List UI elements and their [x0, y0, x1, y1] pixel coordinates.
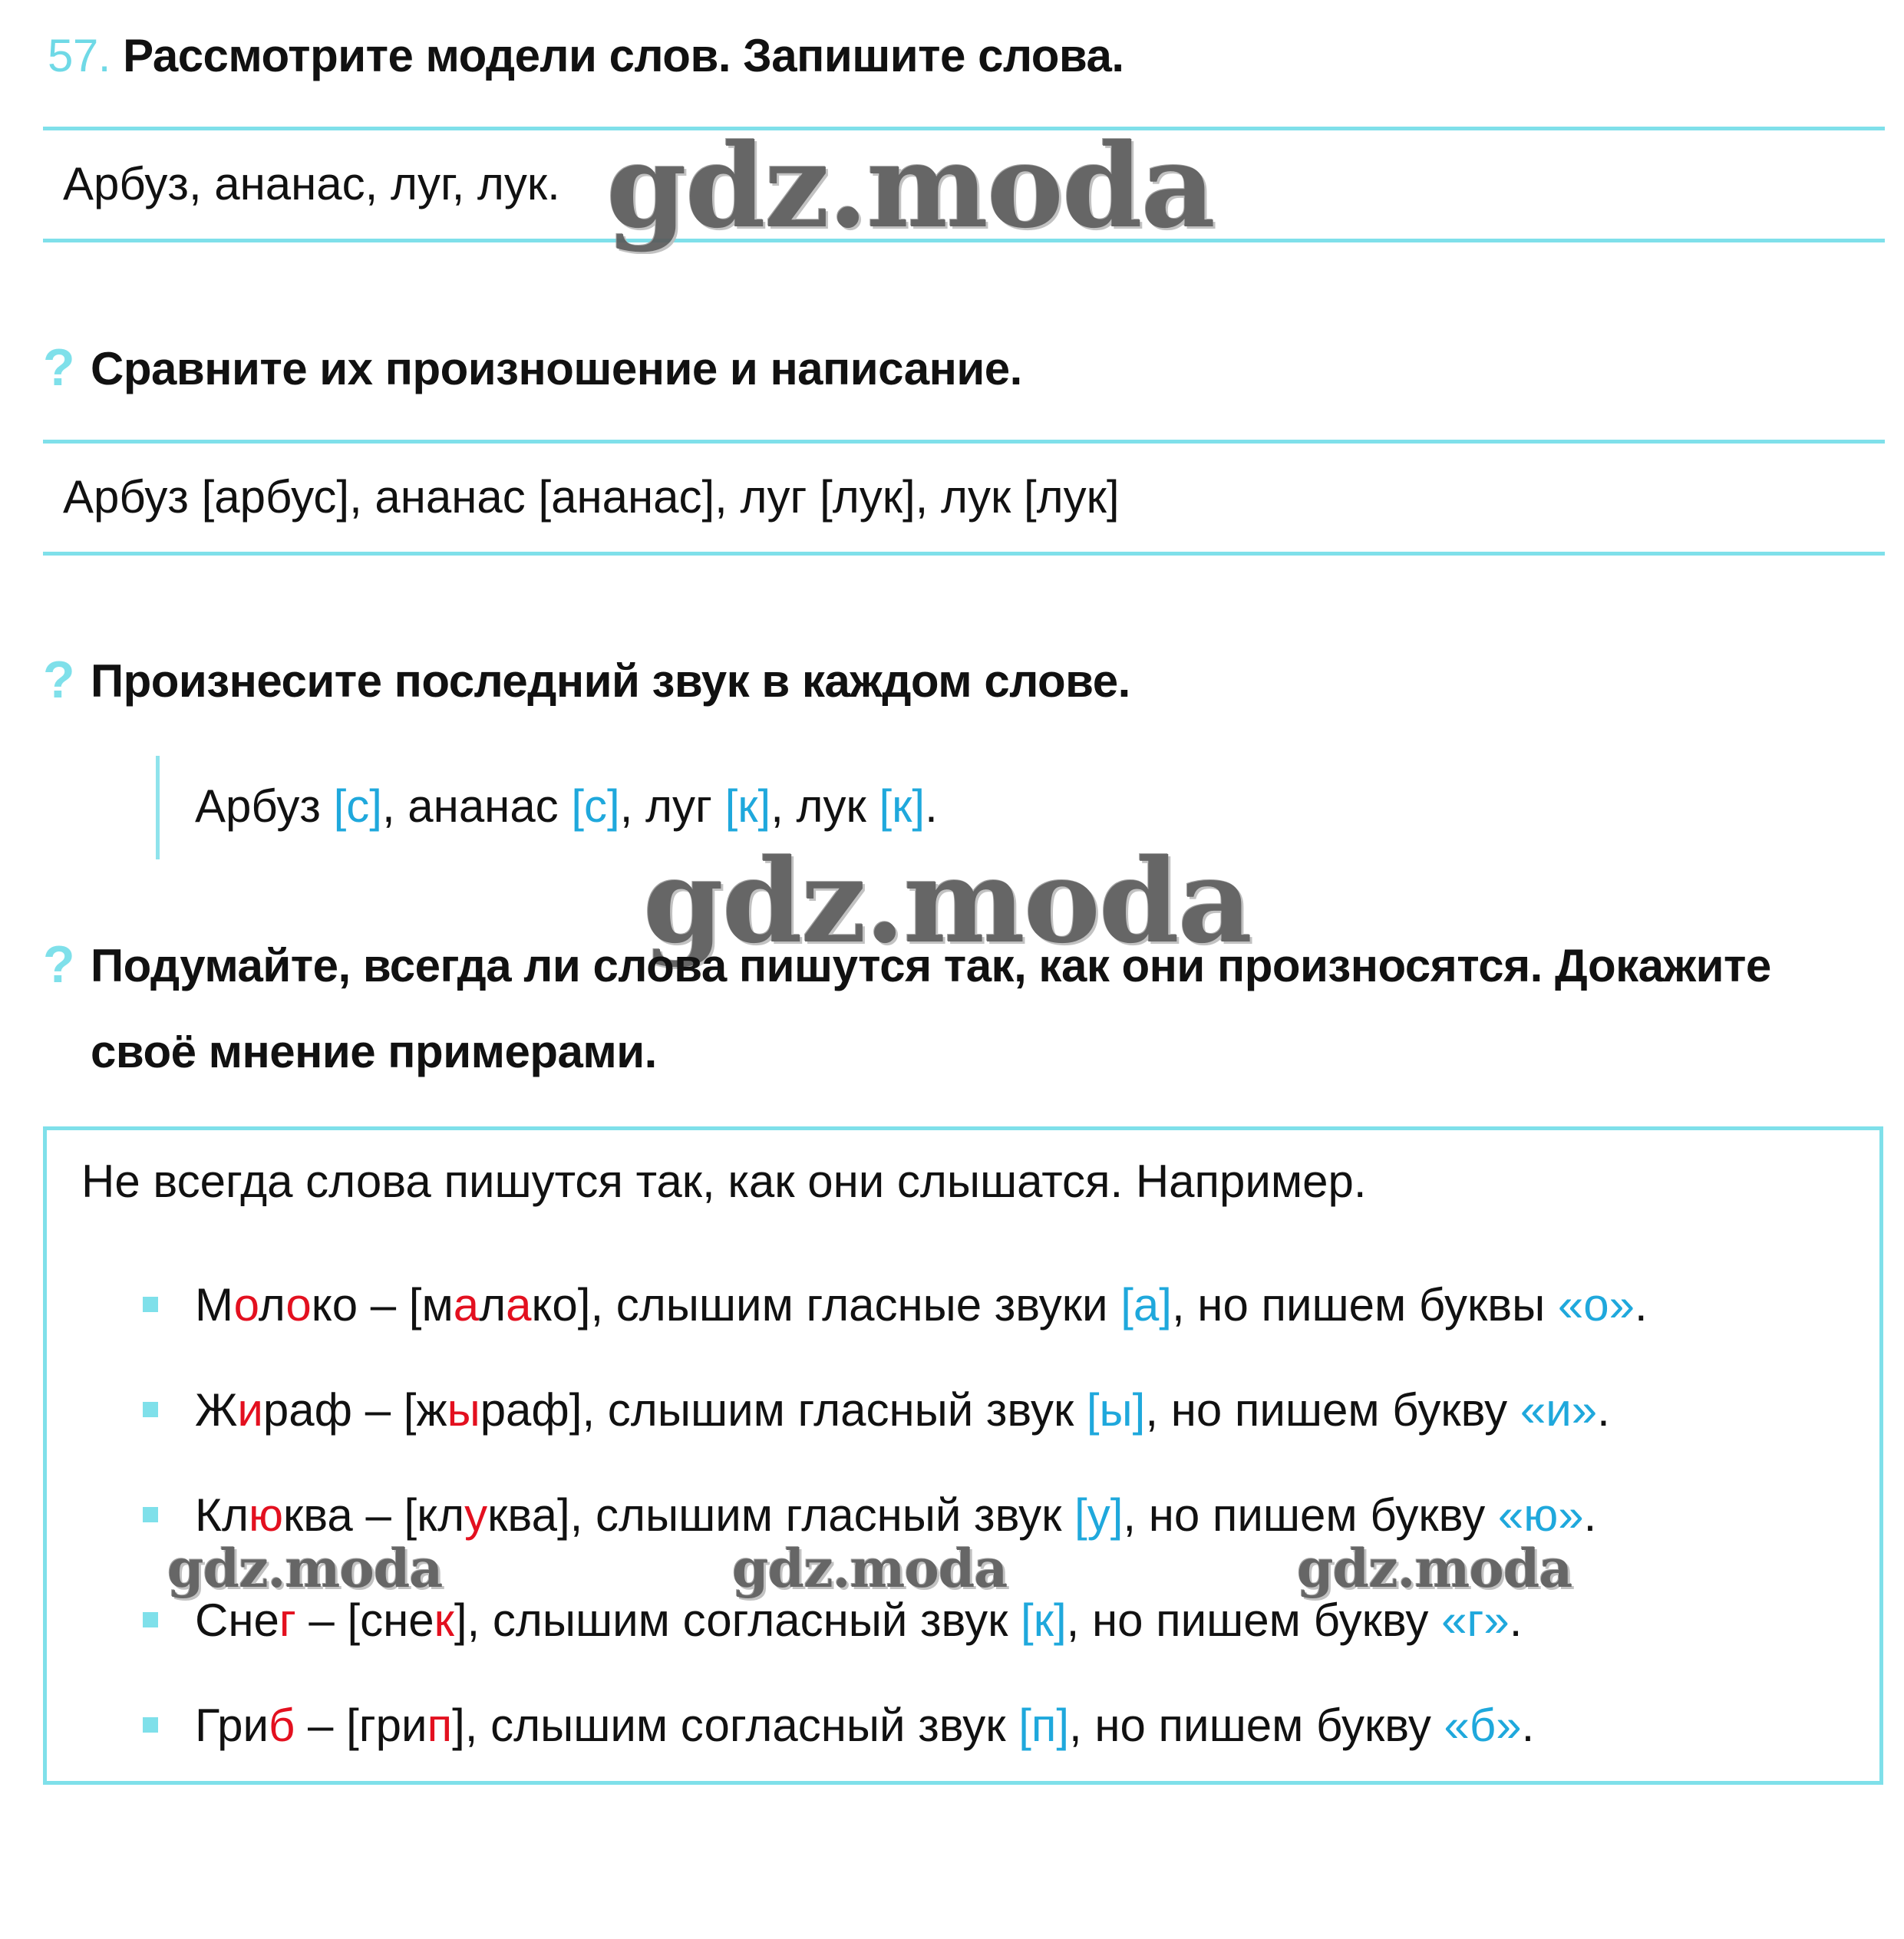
- watermark-logo: gdz.moda: [643, 834, 1252, 969]
- answer-1-text: Арбуз, ананас, луг, лук.: [63, 158, 560, 209]
- question-mark-icon: ?: [43, 935, 75, 994]
- exercise-heading: [48, 29, 1124, 83]
- answer-2-text: Арбуз [арбус], ананас [ананас], луг [лук], лук [лук]: [63, 471, 1120, 523]
- word: Арбуз: [195, 780, 334, 832]
- list-item: Жираф – [жыраф], слышим гласный звук [ы], но пишем букву «и».: [195, 1384, 1610, 1436]
- bullet-icon: [143, 1297, 158, 1312]
- bullet-icon: [143, 1402, 158, 1417]
- question-4-line-2: своё мнение примерами.: [91, 1026, 657, 1077]
- bullet-icon: [143, 1612, 158, 1627]
- answer-3-sidebar: [156, 756, 160, 859]
- list-item: Молоко – [малако], слышим гласные звуки [а], но пишем буквы «о».: [195, 1279, 1648, 1331]
- list-item: Гриб – [грип], слышим согласный звук [п], но пишем букву «б».: [195, 1700, 1535, 1751]
- sound: [к]: [724, 780, 771, 832]
- list-item: Клюква – [клуква], слышим гласный звук [у], но пишем букву «ю».: [195, 1489, 1597, 1541]
- punctuation: .: [925, 780, 938, 832]
- question-3-text: Произнесите последний звук в каждом слове.: [91, 655, 1130, 707]
- question-2-text: Сравните их произношение и написание.: [91, 343, 1022, 394]
- question-mark-icon: ?: [43, 651, 75, 709]
- sound: [с]: [333, 780, 382, 832]
- divider-top-2: [43, 440, 1885, 444]
- watermark-logo: gdz.moda: [1297, 1538, 1572, 1600]
- answer-4-box: [43, 1126, 1883, 1785]
- question-4-line-1: Подумайте, всегда ли слова пишутся так, как они произносятся. Докажите: [91, 940, 1771, 991]
- bullet-icon: [143, 1507, 158, 1522]
- answer-4-intro: Не всегда слова пишутся так, как они слышатся. Например.: [81, 1156, 1367, 1207]
- watermark-logo: gdz.moda: [606, 119, 1215, 254]
- exercise-title: Рассмотрите модели слов. Запишите слова.: [123, 30, 1124, 81]
- divider-bottom-2: [43, 552, 1885, 556]
- question-mark-icon: ?: [43, 338, 75, 397]
- answer-3-text: [195, 780, 938, 833]
- bullet-icon: [143, 1717, 158, 1733]
- word: , ананас: [381, 780, 572, 832]
- watermark-logo: gdz.moda: [167, 1538, 443, 1600]
- watermark-logo: gdz.moda: [732, 1538, 1008, 1600]
- list-item: Снег – [снек], слышим согласный звук [к], но пишем букву «г».: [195, 1594, 1523, 1646]
- sound: [с]: [571, 780, 620, 832]
- word: , лук: [771, 780, 879, 832]
- word: , луг: [619, 780, 725, 832]
- exercise-number: 57.: [48, 30, 111, 81]
- sound: [к]: [879, 780, 926, 832]
